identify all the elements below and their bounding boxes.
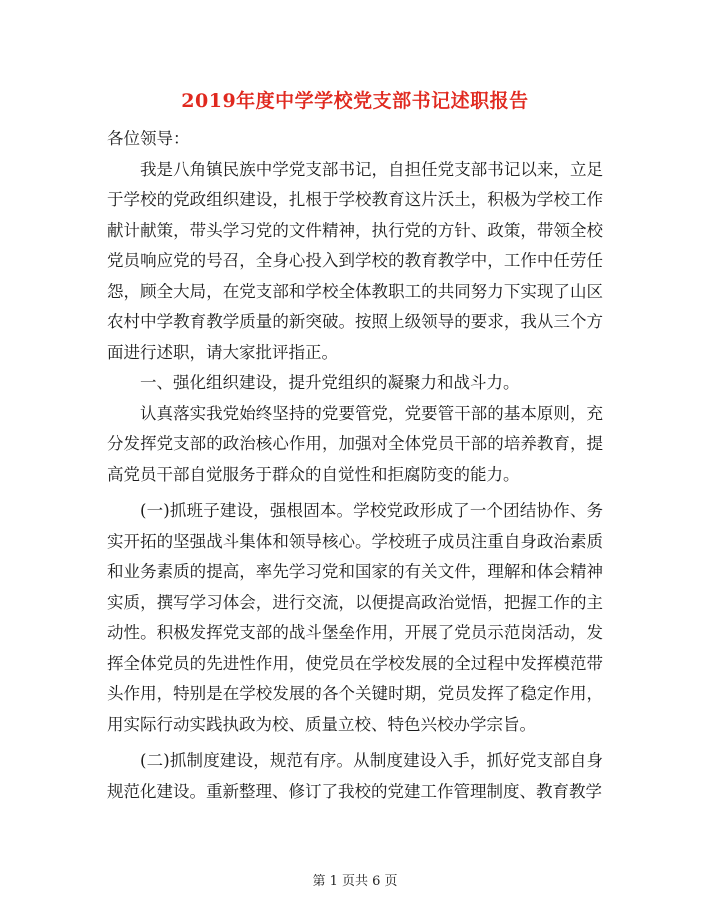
paragraph-team-building: (一)抓班子建设，强根固本。学校党政形成了一个团结协作、务实开拓的坚强战斗集体和领导核心。学校班子成员注重自身政治素质和业务素质的提高，率先学习党和国家的有关文件，理解和体会精神实质，撰写学习体会，进行交流，以便提高政治觉悟，把握工作的主动性。积极发挥党支部的战斗堡垒作用，开展了党员示范岗活动，发挥全体党员的先进性作用，使党员在学校发展的全过程中发挥模范带头作用，特别是在学校发展的各个关键时期，党员发挥了稳定作用，用实际行动实践执政为校、质量立校、特色兴校办学宗旨。 — [107, 501, 603, 734]
section-heading-1: 一、强化组织建设，提升党组织的凝聚力和战斗力。 — [140, 373, 520, 392]
paragraph-intro: 我是八角镇民族中学党支部书记，自担任党支部书记以来，立足于学校的党政组织建设，扎根于学校教育这片沃土，积极为学校工作献计献策，带头学习党的文件精神，执行党的方针、政策，带领全校党员响应党的号召，全身心投入到学校的教育教学中，工作中任劳任怨，顾全大局，在党支部和学校全体教职工的共同努力下实现了山区农村中学教育教学质量的新突破。按照上级领导的要求，我从三个方面进行述职，请大家批评指正。 — [107, 159, 603, 362]
document-body — [107, 124, 603, 807]
page-footer: 第 1 页共 6 页 — [312, 874, 398, 889]
salutation: 各位领导： — [107, 129, 190, 148]
paragraph-principle: 认真落实我党始终坚持的党要管党，党要管干部的基本原则，充分发挥党支部的政治核心作用，加强对全体党员干部的培养教育，提高党员干部自觉服务于群众的自觉性和拒腐防变的能力。 — [107, 403, 603, 484]
paragraph-system-building: (二)抓制度建设，规范有序。从制度建设入手，抓好党支部自身规范化建设。重新整理、修订了我校的党建工作管理制度、教育教学 — [107, 751, 603, 801]
document-title: 2019年度中学学校党支部书记述职报告 — [181, 90, 529, 112]
